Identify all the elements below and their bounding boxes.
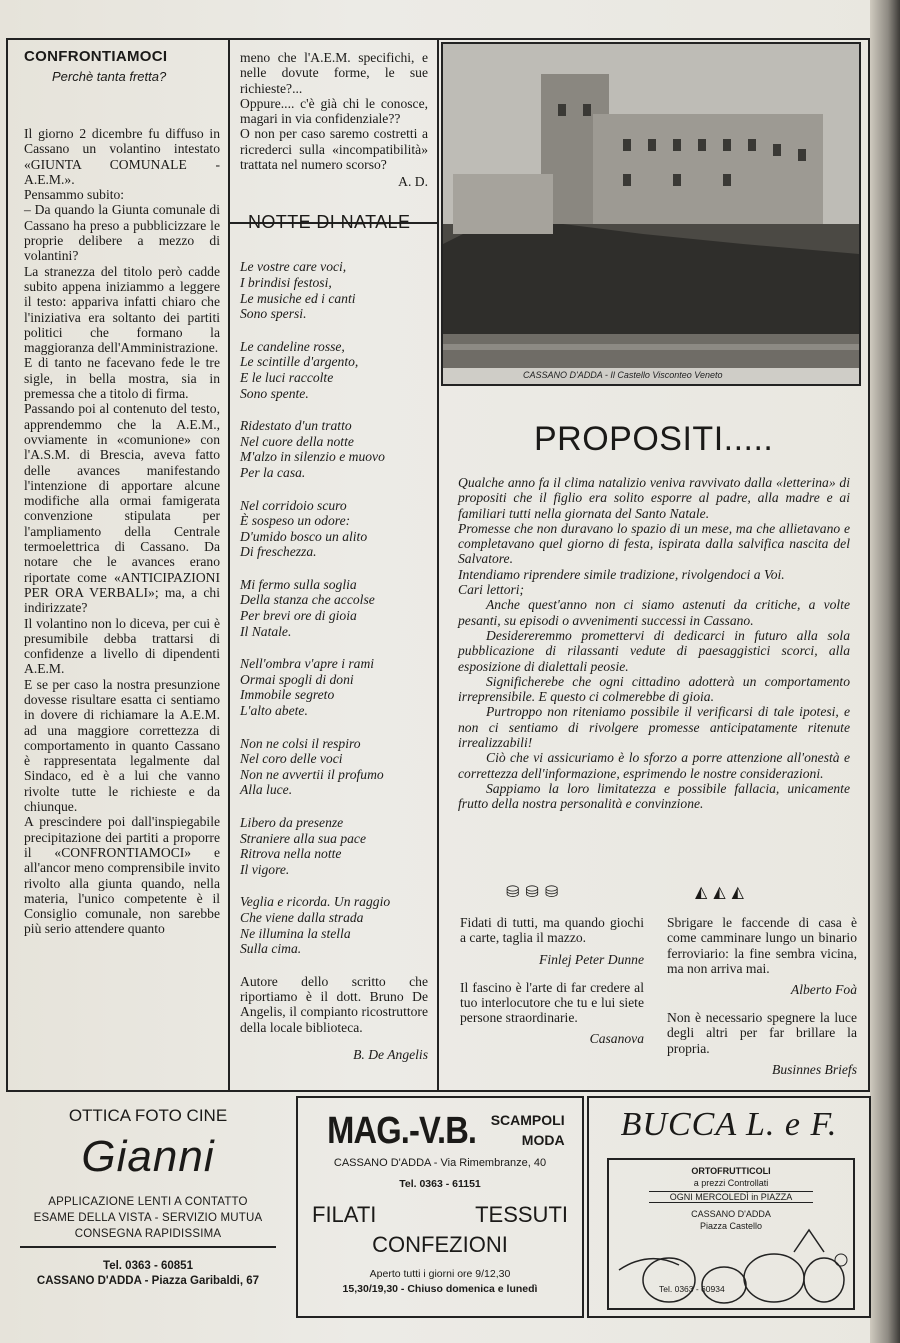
article-paragraph: Passando poi al contenuto del testo, apprendemmo che la A.E.M., ovviamente in «comunione» con l'A.S.M. di Brescia, aveva fatto delle avances manifestando l'intenzione di apportare alcune modifiche alla ormai famigerata convenzione stipulata per l'ampliamento della Centrale termoelettrica di Cassano. Da notare che le avances erano riportate come «ANTICIPAZIONI PER ORA VERBALI»; ma, a chi indirizzate? — [24, 401, 220, 616]
article-paragraph: Il volantino non lo diceva, per cui è presumibile debba trattarsi di confidenze a livello di dipendenti A.E.M. — [24, 615, 220, 677]
quote-author: Businnes Briefs — [772, 1062, 857, 1078]
article-paragraph: E se per caso la nostra presunzione dovesse risultare esatta ci sentiamo in dovere di richiamare la A.E.M. ad una maggiore correttezza di comportamento in quanto Cassano è rappresentata legalmente dal Sindaco, ed è a lui che vanno rivolte tutte le richieste e da chiunque. — [24, 676, 220, 815]
poem-stanza — [240, 656, 428, 718]
poem-body — [240, 259, 428, 956]
poem-line: Le scintille d'argento, — [240, 354, 359, 370]
ad-line: CONSEGNA RAPIDISSIMA — [74, 1228, 222, 1240]
article-body — [24, 126, 220, 937]
ad-phone: Tel. 0363 - 61151 — [399, 1178, 481, 1190]
poem-line: Mi fermo sulla soglia — [240, 576, 357, 592]
poem-line: Ridestato d'un tratto — [240, 418, 352, 434]
poem-stanza — [240, 339, 428, 401]
quote-author: Alberto Foà — [790, 982, 857, 998]
poem-line: Veglia e ricorda. Un raggio — [240, 894, 391, 910]
ad-header — [298, 1110, 582, 1153]
ad-phone: Tel. 0363 - 60934 — [659, 1284, 725, 1294]
ad-mag-vb — [296, 1096, 584, 1318]
quotes-right — [667, 882, 857, 1090]
ad-side-labels — [491, 1110, 565, 1150]
column-two — [240, 50, 428, 1063]
poem-line: Nel coro delle voci — [240, 751, 343, 767]
article-title: CONFRONTIAMOCI — [24, 48, 168, 65]
ad-side-label: SCAMPOLI — [490, 1112, 565, 1128]
poem-line: È sospeso un odore: — [240, 513, 351, 529]
poem-line: Le musiche ed i canti — [240, 290, 356, 306]
castle-illustration — [443, 44, 859, 368]
cheese-icons — [695, 882, 857, 901]
poem-line: Sulla cima. — [240, 941, 302, 957]
poem-stanza — [240, 259, 428, 321]
poem-line: Ritrova nella notte — [240, 846, 342, 862]
poem-line: Il Natale. — [240, 623, 292, 639]
fruit-illustration — [609, 1160, 853, 1310]
propositi-title: PROPOSITI..... — [534, 420, 774, 458]
ad-line: OGNI MERCOLEDÌ in PIAZZA — [649, 1191, 813, 1203]
poem-line: Per brevi ore di gioia — [240, 608, 357, 624]
barrel-icon: ⛁ — [506, 882, 520, 901]
cheese-icon: ◭ — [695, 882, 708, 901]
ad-product: CONFEZIONI — [372, 1232, 508, 1257]
poem-line: Nel cuore della notte — [240, 433, 354, 449]
poem-line: Non ne colsi il respiro — [240, 735, 361, 751]
poem-line: E le luci raccolte — [240, 369, 334, 385]
article-paragraph: Pensammo subito: — [24, 187, 125, 203]
quote-text: Il fascino è l'arte di far credere al tuo interlocutore che tu e lui siete persone straordinarie. — [460, 979, 644, 1026]
ad-line: Piazza Castello — [699, 1221, 763, 1231]
page-binding — [870, 0, 900, 1343]
article-continuation — [240, 50, 428, 172]
ad-products — [298, 1202, 582, 1228]
quote-text: Non è necessario spegnere la luce degli altri per far brillare la propria. — [667, 1010, 857, 1056]
poem-line: Per la casa. — [240, 464, 306, 480]
castle-photo — [441, 42, 861, 386]
poem-title: NOTTE DI NATALE — [248, 212, 411, 233]
quote-author: Finlej Peter Dunne — [539, 951, 644, 967]
propositi-body — [458, 475, 850, 812]
poem-line: Sono spente. — [240, 385, 309, 401]
barrel-icon: ⛁ — [544, 882, 559, 901]
poem-line: I brindisi festosi, — [240, 274, 332, 290]
ad-line: ORTOFRUTTICOLI — [691, 1166, 771, 1176]
quote-text: Fidati di tutti, ma quando giochi a carte, taglia il mazzo. — [460, 915, 644, 946]
ad-line: a prezzi Controllati — [693, 1178, 769, 1188]
article-paragraph: Il giorno 2 dicembre fu diffuso in Cassano un volantino intestato «GIUNTA COMUNALE - A.E.M.». — [24, 126, 220, 187]
ad-line: APPLICAZIONE LENTI A CONTATTO — [48, 1196, 248, 1208]
propositi-paragraph: Anche quest'anno non ci siamo astenuti da critiche, a volte pesanti, su episodi o avvenimenti successi in Cassano. — [458, 597, 850, 628]
ad-line: ESAME DELLA VISTA - SERVIZIO MUTUA — [33, 1212, 263, 1224]
article-paragraph: – Da quando la Giunta comunale di Cassano ha preso a pubblicizzare le proprie delibere a mezzo di volantini? — [24, 202, 220, 264]
column-rule-2 — [437, 38, 439, 1092]
poem-line: Le vostre care voci, — [240, 259, 347, 275]
propositi-paragraph: Intendiamo riprendere simile tradizione, rivolgendoci a Voi. — [458, 566, 785, 582]
ad-address: CASSANO D'ADDA - Via Rimembranze, 40 — [333, 1157, 547, 1169]
article-paragraph: A prescindere poi dall'inspiegabile precipitazione dei partiti a proporre il «CONFRONTIAMOCI» e all'ancor meno comprensibile invito rivolto alla giunta quando, nella materia, l'unico competente è il Consiglio comunale, non sarebbe più serio attendere quanto — [24, 814, 220, 937]
ad-product: FILATI — [312, 1202, 377, 1227]
poem-line: Sono spersi. — [240, 306, 307, 322]
article-paragraph: La stranezza del titolo però cadde subito appena iniziammo a leggere il testo: appariva infatti chiaro che l'iniziativa era soltanto dei partiti politici che formano la maggioranza dell'Amministrazione. — [24, 263, 220, 356]
photo-caption: CASSANO D'ADDA - Il Castello Visconteo Veneto — [443, 368, 859, 384]
poem-line: Ormai spogli di doni — [240, 671, 354, 687]
cheese-icon: ◭ — [731, 882, 744, 901]
poem-line: Che viene dalla strada — [240, 909, 364, 925]
quote-author: Casanova — [589, 1031, 644, 1047]
propositi-paragraph: Sappiamo la loro limitatezza e possibile fallacia, unicamente frutto della nostra personalità e convinzione. — [458, 780, 850, 812]
article-signature: A. D. — [398, 174, 428, 190]
ad-hours: Aperto tutti i giorni ore 9/12,30 — [369, 1268, 511, 1280]
article-paragraph: meno che l'A.E.M. specifichi, e nelle dovute forme, le sue richieste?... — [240, 50, 428, 96]
ad-phone: Tel. 0363 - 60851 — [103, 1260, 193, 1272]
quotes-left — [460, 882, 644, 1059]
poem-line: Nell'ombra v'apre i rami — [240, 656, 375, 672]
poem-line: Di freschezza. — [240, 544, 317, 560]
ad-divider — [20, 1246, 276, 1248]
propositi-paragraph: Significherebe che ogni cittadino adotterà un comportamento irreprensibile. E questo ci colmerebbe di gioia. — [458, 673, 850, 705]
poem-note: Autore dello scritto che riportiamo è il dott. Bruno De Angelis, il compianto ricostruttore della locale biblioteca. — [240, 973, 428, 1035]
poem-line: Non ne avvertii il profumo — [240, 766, 384, 782]
ad-side-label: MODA — [521, 1132, 565, 1148]
ad-brand: Gianni — [81, 1132, 215, 1181]
barrel-icons — [506, 882, 644, 901]
cheese-icon: ◭ — [713, 882, 726, 901]
article-confrontiamoci — [24, 48, 220, 937]
propositi-paragraph: Ciò che vi assicuriamo è lo sforzo a porre attenzione all'onestà e correttezza dell'informazione, esprimendo le nostre considerazioni. — [458, 750, 850, 781]
ad-line: CASSANO D'ADDA — [691, 1209, 771, 1219]
ad-hours: 15,30/19,30 - Chiuso domenica e lunedì — [342, 1283, 538, 1295]
column-rule-1 — [228, 38, 230, 1092]
poem-line: M'alzo in silenzio e muovo — [240, 449, 385, 465]
ad-address: CASSANO D'ADDA - Piazza Garibaldi, 67 — [36, 1275, 260, 1287]
poem-stanza — [240, 736, 428, 798]
poem-line: Ne illumina la stella — [240, 925, 351, 941]
poem-line: Il vigore. — [240, 861, 290, 877]
ad-brand: MAG.-V.B. — [327, 1110, 477, 1152]
article-subtitle: Perchè tanta fretta? — [52, 69, 167, 84]
ad-heading: OTTICA FOTO CINE — [68, 1106, 228, 1125]
poem-stanza — [240, 577, 428, 639]
poem-stanza — [240, 418, 428, 480]
propositi-paragraph: Desidereremmo promettervi di dedicarci in futuro alla sola pubblicazione di rilassanti vedute di paesaggistici scorci, alla esposizione di dialettali peosie. — [458, 627, 850, 674]
propositi-paragraph: Qualche anno fa il clima natalizio veniva ravvivato dalla «letterina» di propositi che il figlio era solito esporre al padre, alla madre e ai familiari tutti nella giornata del Santo Natale. — [458, 475, 850, 521]
poem-line: Alla luce. — [240, 782, 293, 798]
poem-line: Libero da presenze — [240, 815, 344, 830]
poem-stanza — [240, 815, 428, 877]
poem-stanza — [240, 498, 428, 560]
poem-line: Straniere alla sua pace — [240, 830, 366, 846]
poem-line: L'alto abete. — [240, 703, 308, 719]
propositi-paragraph: Promesse che non duravano lo spazio di un mese, ma che allietavano e completavano quel giorno di festa, ispirata dalla salvifica nascita del Salvatore. — [458, 520, 850, 567]
poem-stanza — [240, 894, 428, 956]
quote-text: Sbrigare le faccende di casa è come camminare lungo un binario ferroviario: la fine sembra vicina, ma non arriva mai. — [667, 915, 857, 976]
propositi-paragraph: Cari lettori; — [458, 582, 525, 598]
poem-line: Le candeline rosse, — [240, 338, 345, 354]
ad-bucca — [587, 1096, 871, 1318]
ad-product: TESSUTI — [475, 1202, 568, 1227]
article-paragraph: Oppure.... c'è già chi le conosce, magari in via confidenziale?? — [240, 95, 428, 127]
poem-signature: B. De Angelis — [353, 1046, 428, 1062]
poem-line: D'umido bosco un alito — [240, 528, 368, 544]
poem-line: Nel corridoio scuro — [240, 497, 347, 513]
poem-line: Della stanza che accolse — [240, 592, 375, 608]
ad-fruit-box — [607, 1158, 855, 1310]
article-paragraph: E di tanto ne facevano fede le tre sigle, in bella mostra, sia in premessa che a titolo di firma. — [24, 355, 220, 402]
article-paragraph: O non per caso saremo costretti a ricrederci sulla «incompatibilità» trattata nel numero scorso? — [240, 126, 428, 173]
propositi-paragraph: Purtroppo non riteniamo possibile il verificarsi di tale ipotesi, e non ci sentiamo di rivolgere promesse anticipatamente ritenute irrealizzabili! — [458, 704, 850, 751]
ad-brand: BUCCA L. e F. — [620, 1106, 838, 1143]
barrel-icon: ⛁ — [525, 882, 539, 901]
ad-ottica-gianni — [6, 1096, 290, 1314]
poem-line: Immobile segreto — [240, 687, 335, 703]
article-propositi — [458, 420, 850, 812]
